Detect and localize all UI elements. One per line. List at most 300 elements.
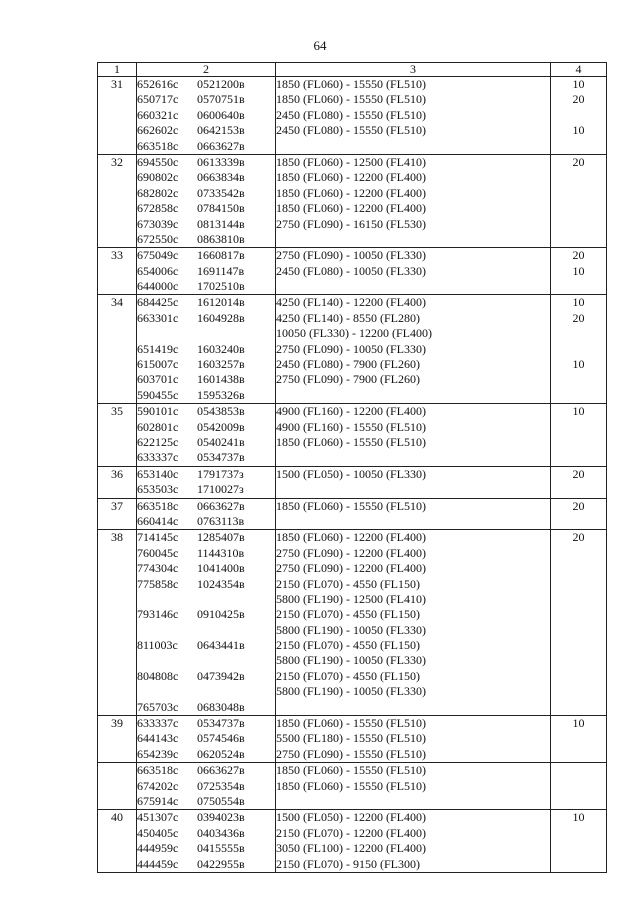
group-number-cell: 39 [98, 716, 137, 763]
coordinate-line [137, 404, 275, 419]
column-header-2: 2 [137, 63, 276, 77]
latitude-value: 663301с [137, 310, 179, 325]
latitude-value: 633337с [137, 450, 179, 465]
value-line [551, 217, 606, 232]
longitude-value: 1041400в [197, 561, 245, 576]
value-line [551, 326, 606, 341]
longitude-value: 0570751в [197, 92, 245, 107]
table-row [98, 248, 607, 295]
value-line [551, 592, 606, 607]
level-range-line: 1850 (FL060) - 15550 (FL510) [276, 434, 426, 449]
longitude-value: 1285407в [197, 530, 245, 545]
longitude-value: 0542009в [197, 419, 245, 434]
latitude-value: 774304с [137, 561, 179, 576]
latitude-value: 663518с [137, 763, 179, 778]
level-range-line: 5500 (FL180) - 15550 (FL510) [276, 731, 426, 746]
value-line: 20 [572, 530, 585, 545]
level-range-line: 2750 (FL090) - 16150 (FL530) [276, 216, 426, 231]
latitude-value: 644143с [137, 731, 179, 746]
coordinate-line [137, 561, 275, 576]
value-line: 20 [572, 248, 585, 263]
longitude-value: 0910425в [197, 607, 245, 622]
coordinate-line [137, 311, 275, 326]
value-line [551, 669, 606, 684]
group-number-cell: 33 [98, 248, 137, 295]
latitude-value: 675049с [137, 248, 179, 263]
level-range-line [276, 794, 550, 809]
latitude-value: 663518с [137, 498, 179, 513]
coordinate-line [137, 700, 275, 715]
value-line [551, 108, 606, 123]
group-number-cell: 36 [98, 466, 137, 498]
coordinate-line [137, 669, 275, 684]
longitude-value: 0403436в [197, 825, 245, 840]
flight-levels-cell [276, 77, 551, 155]
value-cell [551, 77, 607, 155]
group-number-cell: 35 [98, 404, 137, 467]
level-range-line [276, 514, 550, 529]
coordinate-line [137, 186, 275, 201]
longitude-value: 0543853в [197, 404, 245, 419]
value-line [551, 420, 606, 435]
level-range-line [276, 482, 550, 497]
column-header-4: 4 [551, 63, 607, 77]
table-row [98, 77, 607, 155]
latitude-value: 444959с [137, 841, 179, 856]
longitude-value: 1604928в [197, 310, 245, 325]
latitude-value: 760045с [137, 545, 179, 560]
coordinate-line [137, 577, 275, 592]
level-range-line: 5800 (FL190) - 10050 (FL330) [276, 622, 426, 637]
latitude-value: 451307с [137, 810, 179, 825]
coordinate-line [137, 684, 275, 699]
longitude-value: 0663627в [197, 138, 245, 153]
value-line [551, 794, 606, 809]
latitude-value: 622125с [137, 434, 179, 449]
level-range-line: 1850 (FL060) - 15550 (FL510) [276, 778, 426, 793]
latitude-value: 603701с [137, 372, 179, 387]
value-line [551, 653, 606, 668]
coordinates-cell [137, 404, 276, 467]
coordinates-cell [137, 763, 276, 810]
coordinate-line [137, 623, 275, 638]
level-range-line: 1500 (FL050) - 10050 (FL330) [276, 466, 426, 481]
coordinate-line [137, 592, 275, 607]
level-range-line: 2150 (FL070) - 4550 (FL150) [276, 607, 420, 622]
table-row [98, 295, 607, 404]
table-row [98, 466, 607, 498]
level-range-line: 2750 (FL090) - 7900 (FL260) [276, 372, 420, 387]
value-line [551, 577, 606, 592]
latitude-value: 684425с [137, 295, 179, 310]
longitude-value: 1710027з [197, 482, 244, 497]
value-line: 10 [572, 357, 585, 372]
level-range-line: 2150 (FL070) - 4550 (FL150) [276, 638, 420, 653]
longitude-value: 0863810в [197, 231, 245, 246]
coordinate-line [137, 279, 275, 294]
column-header-1: 1 [98, 63, 137, 77]
coordinate-line [137, 217, 275, 232]
value-line: 20 [572, 466, 585, 481]
coordinate-line [137, 248, 275, 263]
latitude-value: 672858с [137, 201, 179, 216]
group-number-cell: 31 [98, 77, 137, 155]
longitude-value: 1603240в [197, 341, 245, 356]
latitude-value: 444459с [137, 856, 179, 871]
value-line [551, 700, 606, 715]
level-range-line: 5800 (FL190) - 12500 (FL410) [276, 591, 426, 606]
value-line [551, 779, 606, 794]
group-number-cell: 40 [98, 810, 137, 873]
level-range-line: 5800 (FL190) - 10050 (FL330) [276, 653, 426, 668]
value-cell [551, 716, 607, 763]
coordinate-line [137, 372, 275, 387]
longitude-value: 0663627в [197, 498, 245, 513]
latitude-value: 602801с [137, 419, 179, 434]
latitude-value: 650717с [137, 92, 179, 107]
coordinates-cell [137, 716, 276, 763]
longitude-value: 0643441в [197, 638, 245, 653]
value-line: 10 [572, 77, 585, 91]
coordinates-cell [137, 295, 276, 404]
coordinate-line [137, 810, 275, 825]
coordinate-line [137, 450, 275, 465]
longitude-value: 1595326в [197, 387, 245, 402]
longitude-value: 1702510в [197, 279, 245, 294]
latitude-value: 654006с [137, 263, 179, 278]
coordinate-line [137, 77, 275, 92]
coordinates-cell [137, 498, 276, 530]
value-line [551, 201, 606, 216]
longitude-value: 0415555в [197, 841, 245, 856]
latitude-value: 652616с [137, 77, 179, 91]
flight-levels-cell [276, 498, 551, 530]
longitude-value: 0422955в [197, 856, 245, 871]
table-row [98, 810, 607, 873]
latitude-value: 694550с [137, 154, 179, 169]
value-line [551, 514, 606, 529]
value-line: 10 [572, 404, 585, 419]
value-line [551, 170, 606, 185]
longitude-value: 0763113в [197, 513, 245, 528]
level-range-line: 1850 (FL060) - 12200 (FL400) [276, 185, 426, 200]
coordinate-line [137, 638, 275, 653]
latitude-value: 675914с [137, 793, 179, 808]
value-line [551, 232, 606, 247]
coordinate-line [137, 420, 275, 435]
latitude-value: 633337с [137, 716, 179, 731]
latitude-value: 450405с [137, 825, 179, 840]
coordinate-line [137, 826, 275, 841]
longitude-value: 0620524в [197, 746, 245, 761]
coordinate-line [137, 530, 275, 545]
value-cell [551, 530, 607, 716]
table-body [98, 77, 607, 873]
group-number-cell: 32 [98, 154, 137, 247]
latitude-value: 653140с [137, 466, 179, 481]
coordinates-cell [137, 810, 276, 873]
level-range-line: 1850 (FL060) - 12200 (FL400) [276, 201, 426, 216]
level-range-line: 1850 (FL060) - 15550 (FL510) [276, 77, 426, 91]
value-line: 10 [572, 810, 585, 825]
longitude-value: 1601438в [197, 372, 245, 387]
coordinate-line [137, 731, 275, 746]
coordinate-line [137, 857, 275, 872]
level-range-line: 4900 (FL160) - 12200 (FL400) [276, 404, 426, 419]
value-line: 20 [572, 310, 585, 325]
group-number-cell: 37 [98, 498, 137, 530]
value-cell [551, 810, 607, 873]
value-cell [551, 154, 607, 247]
latitude-value: 673039с [137, 216, 179, 231]
table-row [98, 154, 607, 247]
latitude-value: 662602с [137, 123, 179, 138]
longitude-value: 0750554в [197, 793, 245, 808]
level-range-line [276, 450, 550, 465]
level-range-line: 1850 (FL060) - 15550 (FL510) [276, 763, 426, 778]
value-line [551, 731, 606, 746]
coordinate-line [137, 716, 275, 731]
longitude-value: 0574546в [197, 731, 245, 746]
longitude-value: 1612014в [197, 295, 245, 310]
value-line: 20 [572, 498, 585, 513]
longitude-value: 0784150в [197, 201, 245, 216]
coordinates-cell [137, 530, 276, 716]
latitude-value: 714145с [137, 530, 179, 545]
value-line [551, 561, 606, 576]
level-range-line: 1500 (FL050) - 12200 (FL400) [276, 810, 426, 825]
coordinates-cell [137, 77, 276, 155]
value-line [551, 546, 606, 561]
longitude-value: 0540241в [197, 434, 245, 449]
longitude-value: 1791737з [197, 466, 244, 481]
table-row [98, 498, 607, 530]
table-row [98, 763, 607, 810]
value-line [551, 638, 606, 653]
latitude-value: 690802с [137, 170, 179, 185]
value-cell [551, 404, 607, 467]
level-range-line: 1850 (FL060) - 15550 (FL510) [276, 498, 426, 513]
level-range-line: 2450 (FL080) - 7900 (FL260) [276, 357, 420, 372]
coordinate-line [137, 155, 275, 170]
level-range-line: 1850 (FL060) - 12200 (FL400) [276, 170, 426, 185]
group-number-cell: 34 [98, 295, 137, 404]
value-cell [551, 295, 607, 404]
level-range-line [276, 700, 550, 715]
page-number: 64 [313, 38, 327, 53]
level-range-line: 2150 (FL070) - 4550 (FL150) [276, 668, 420, 683]
flight-levels-cell [276, 763, 551, 810]
coordinate-line [137, 435, 275, 450]
longitude-value: 0534737в [197, 450, 245, 465]
coordinate-line [137, 467, 275, 482]
level-range-line: 2450 (FL080) - 10050 (FL330) [276, 263, 426, 278]
latitude-value: 682802с [137, 185, 179, 200]
level-range-line [276, 139, 550, 154]
latitude-value: 590455с [137, 387, 179, 402]
longitude-value: 0663834в [197, 170, 245, 185]
level-range-line [276, 388, 550, 403]
flight-levels-cell [276, 810, 551, 873]
coordinate-line [137, 763, 275, 778]
value-line [551, 450, 606, 465]
level-range-line: 2750 (FL090) - 15550 (FL510) [276, 746, 426, 761]
value-line [551, 684, 606, 699]
value-line [551, 841, 606, 856]
latitude-value: 674202с [137, 778, 179, 793]
longitude-value: 0725354в [197, 778, 245, 793]
latitude-value: 653503с [137, 482, 179, 497]
flight-levels-cell [276, 530, 551, 716]
coordinate-line [137, 342, 275, 357]
coordinate-line [137, 295, 275, 310]
coordinate-line [137, 546, 275, 561]
coordinate-line [137, 357, 275, 372]
value-cell [551, 248, 607, 295]
coordinate-line [137, 482, 275, 497]
value-line [551, 747, 606, 762]
level-range-line: 2750 (FL090) - 12200 (FL400) [276, 561, 426, 576]
coordinate-line [137, 653, 275, 668]
latitude-value: 660321с [137, 107, 179, 122]
level-range-line: 2150 (FL070) - 9150 (FL300) [276, 856, 420, 871]
flight-levels-cell [276, 248, 551, 295]
level-range-line: 4250 (FL140) - 8550 (FL280) [276, 310, 420, 325]
latitude-value: 811003с [137, 638, 178, 653]
latitude-value: 765703с [137, 699, 179, 714]
value-line: 20 [572, 154, 585, 169]
value-line [551, 186, 606, 201]
longitude-value: 0683048в [197, 699, 245, 714]
level-range-line: 2150 (FL070) - 4550 (FL150) [276, 576, 420, 591]
longitude-value: 0473942в [197, 668, 245, 683]
longitude-value: 1603257в [197, 357, 245, 372]
longitude-value: 0534737в [197, 716, 245, 731]
airspace-table [97, 62, 607, 873]
coordinate-line [137, 514, 275, 529]
flight-levels-cell [276, 716, 551, 763]
value-line: 10 [572, 123, 585, 138]
flight-levels-cell [276, 295, 551, 404]
level-range-line: 4900 (FL160) - 15550 (FL510) [276, 419, 426, 434]
coordinate-line [137, 841, 275, 856]
longitude-value: 1691147в [197, 263, 245, 278]
level-range-line: 1850 (FL060) - 15550 (FL510) [276, 716, 426, 731]
value-line: 10 [572, 716, 585, 731]
coordinate-line [137, 747, 275, 762]
table-header-row [98, 63, 607, 77]
latitude-value: 644000с [137, 279, 179, 294]
latitude-value: 615007с [137, 357, 179, 372]
longitude-value: 0394023в [197, 810, 245, 825]
value-line: 20 [572, 92, 585, 107]
coordinate-line [137, 139, 275, 154]
level-range-line: 2150 (FL070) - 12200 (FL400) [276, 825, 426, 840]
value-line [551, 372, 606, 387]
latitude-value: 663518с [137, 138, 179, 153]
level-range-line: 1850 (FL060) - 15550 (FL510) [276, 92, 426, 107]
latitude-value: 793146с [137, 607, 179, 622]
longitude-value: 0663627в [197, 763, 245, 778]
level-range-line: 2450 (FL080) - 15550 (FL510) [276, 107, 426, 122]
column-header-3: 3 [276, 63, 551, 77]
coordinate-line [137, 201, 275, 216]
coordinate-line [137, 92, 275, 107]
latitude-value: 651419с [137, 341, 179, 356]
longitude-value: 0642153в [197, 123, 245, 138]
longitude-value: 1144310в [197, 545, 245, 560]
value-line [551, 763, 606, 778]
value-line [551, 482, 606, 497]
longitude-value: 0733542в [197, 185, 245, 200]
level-range-line: 5800 (FL190) - 10050 (FL330) [276, 684, 426, 699]
group-number-cell [98, 763, 137, 810]
longitude-value: 0613339в [197, 154, 245, 169]
flight-levels-cell [276, 466, 551, 498]
latitude-value: 672550с [137, 231, 179, 246]
value-line [551, 435, 606, 450]
coordinate-line [137, 123, 275, 138]
coordinate-line [137, 607, 275, 622]
value-cell [551, 763, 607, 810]
value-line [551, 388, 606, 403]
value-line: 10 [572, 263, 585, 278]
level-range-line: 3050 (FL100) - 12200 (FL400) [276, 841, 426, 856]
longitude-value: 0813144в [197, 216, 245, 231]
coordinate-line [137, 499, 275, 514]
level-range-line: 4250 (FL140) - 12200 (FL400) [276, 295, 426, 310]
latitude-value: 775858с [137, 576, 179, 591]
value-line [551, 139, 606, 154]
coordinate-line [137, 388, 275, 403]
latitude-value: 660414с [137, 513, 179, 528]
table-row [98, 404, 607, 467]
coordinate-line [137, 232, 275, 247]
longitude-value: 0521200в [197, 77, 245, 91]
coordinates-cell [137, 248, 276, 295]
value-line [551, 607, 606, 622]
coordinates-cell [137, 154, 276, 247]
value-line [551, 342, 606, 357]
value-line: 10 [572, 295, 585, 310]
coordinates-cell [137, 466, 276, 498]
flight-levels-cell [276, 404, 551, 467]
value-cell [551, 466, 607, 498]
value-line [551, 623, 606, 638]
coordinate-line [137, 108, 275, 123]
value-cell [551, 498, 607, 530]
coordinate-line [137, 779, 275, 794]
latitude-value: 804808с [137, 668, 179, 683]
level-range-line: 2750 (FL090) - 10050 (FL330) [276, 248, 426, 263]
table-row [98, 530, 607, 716]
group-number-cell: 38 [98, 530, 137, 716]
longitude-value: 1024354в [197, 576, 245, 591]
coordinate-line [137, 170, 275, 185]
level-range-line [276, 232, 550, 247]
level-range-line: 1850 (FL060) - 12500 (FL410) [276, 154, 426, 169]
level-range-line: 2750 (FL090) - 10050 (FL330) [276, 341, 426, 356]
latitude-value: 590101с [137, 404, 179, 419]
level-range-line: 2450 (FL080) - 15550 (FL510) [276, 123, 426, 138]
value-line [551, 826, 606, 841]
table-row [98, 716, 607, 763]
value-line [551, 279, 606, 294]
longitude-value: 1660817в [197, 248, 245, 263]
level-range-line: 2750 (FL090) - 12200 (FL400) [276, 545, 426, 560]
longitude-value: 0600640в [197, 107, 245, 122]
flight-levels-cell [276, 154, 551, 247]
